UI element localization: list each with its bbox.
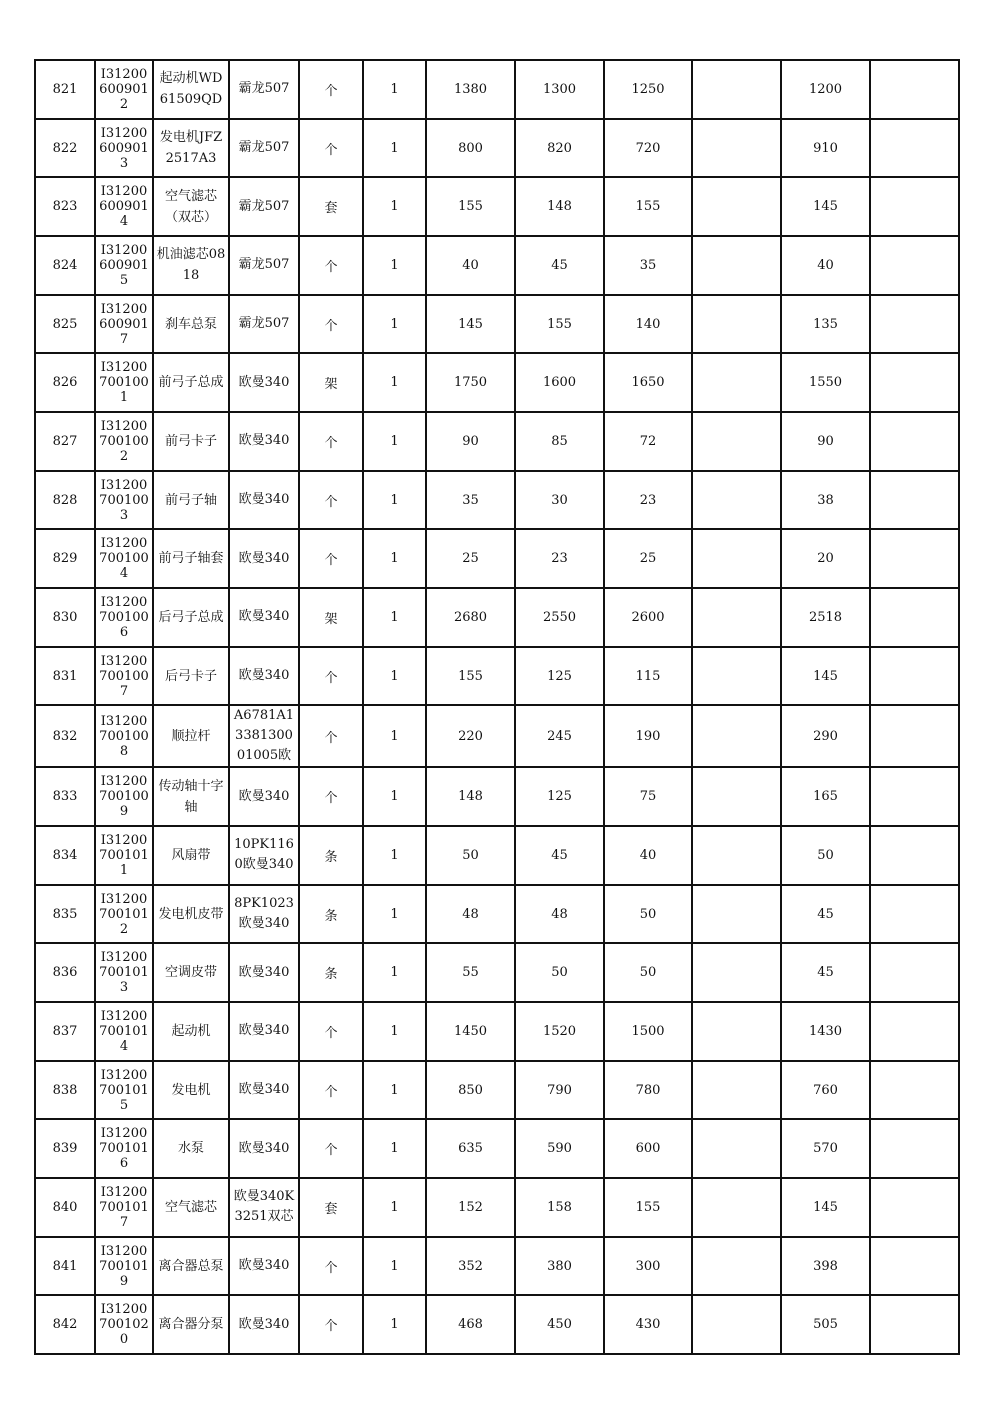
row-number-cell: 836 bbox=[35, 943, 95, 1002]
item-code-cell: I312007001011 bbox=[95, 826, 153, 885]
unit-cell: 条 bbox=[299, 885, 363, 944]
remark-cell bbox=[870, 1061, 959, 1120]
price-2-cell: 48 bbox=[515, 885, 604, 944]
row-number-cell: 823 bbox=[35, 177, 95, 236]
model-cell: 欧曼340 bbox=[229, 1061, 299, 1120]
price-1-cell: 50 bbox=[426, 826, 515, 885]
price-3-cell: 720 bbox=[604, 119, 692, 178]
quantity-cell: 1 bbox=[363, 826, 426, 885]
price-5-cell: 1430 bbox=[781, 1002, 870, 1061]
table-row bbox=[35, 826, 959, 885]
remark-cell bbox=[870, 412, 959, 471]
table-row bbox=[35, 119, 959, 178]
price-3-cell: 600 bbox=[604, 1119, 692, 1178]
price-1-cell: 155 bbox=[426, 177, 515, 236]
row-number-cell: 832 bbox=[35, 705, 95, 767]
price-4-cell bbox=[692, 60, 781, 119]
model-cell: 欧曼340 bbox=[229, 412, 299, 471]
item-name-cell: 刹车总泵 bbox=[153, 295, 229, 354]
unit-cell: 个 bbox=[299, 1119, 363, 1178]
price-1-cell: 145 bbox=[426, 295, 515, 354]
price-2-cell: 1300 bbox=[515, 60, 604, 119]
remark-cell bbox=[870, 60, 959, 119]
price-3-cell: 40 bbox=[604, 826, 692, 885]
item-code-cell: I312007001015 bbox=[95, 1061, 153, 1120]
model-cell: 霸龙507 bbox=[229, 295, 299, 354]
row-number-cell: 835 bbox=[35, 885, 95, 944]
price-1-cell: 148 bbox=[426, 767, 515, 826]
quantity-cell: 1 bbox=[363, 1061, 426, 1120]
model-cell: 霸龙507 bbox=[229, 236, 299, 295]
price-4-cell bbox=[692, 119, 781, 178]
price-2-cell: 23 bbox=[515, 529, 604, 588]
model-cell: A6781A1338130001005欧 bbox=[229, 705, 299, 767]
price-4-cell bbox=[692, 1002, 781, 1061]
table-row bbox=[35, 295, 959, 354]
price-5-cell: 1200 bbox=[781, 60, 870, 119]
table-row bbox=[35, 353, 959, 412]
price-4-cell bbox=[692, 885, 781, 944]
price-2-cell: 1520 bbox=[515, 1002, 604, 1061]
price-3-cell: 780 bbox=[604, 1061, 692, 1120]
model-cell: 欧曼340 bbox=[229, 1237, 299, 1296]
remark-cell bbox=[870, 119, 959, 178]
quantity-cell: 1 bbox=[363, 767, 426, 826]
table-row bbox=[35, 588, 959, 647]
unit-cell: 架 bbox=[299, 353, 363, 412]
price-2-cell: 85 bbox=[515, 412, 604, 471]
price-2-cell: 450 bbox=[515, 1295, 604, 1354]
unit-cell: 个 bbox=[299, 60, 363, 119]
remark-cell bbox=[870, 1119, 959, 1178]
unit-cell: 架 bbox=[299, 588, 363, 647]
remark-cell bbox=[870, 705, 959, 767]
item-code-cell: I312006009012 bbox=[95, 60, 153, 119]
row-number-cell: 821 bbox=[35, 60, 95, 119]
price-3-cell: 75 bbox=[604, 767, 692, 826]
price-1-cell: 2680 bbox=[426, 588, 515, 647]
price-1-cell: 90 bbox=[426, 412, 515, 471]
row-number-cell: 827 bbox=[35, 412, 95, 471]
price-3-cell: 25 bbox=[604, 529, 692, 588]
price-3-cell: 155 bbox=[604, 177, 692, 236]
item-code-cell: I312006009014 bbox=[95, 177, 153, 236]
price-5-cell: 505 bbox=[781, 1295, 870, 1354]
price-4-cell bbox=[692, 943, 781, 1002]
unit-cell: 条 bbox=[299, 826, 363, 885]
quantity-cell: 1 bbox=[363, 1119, 426, 1178]
remark-cell bbox=[870, 177, 959, 236]
item-code-cell: I312007001020 bbox=[95, 1295, 153, 1354]
price-1-cell: 48 bbox=[426, 885, 515, 944]
price-5-cell: 38 bbox=[781, 471, 870, 530]
price-5-cell: 398 bbox=[781, 1237, 870, 1296]
model-cell: 欧曼340 bbox=[229, 529, 299, 588]
unit-cell: 个 bbox=[299, 1061, 363, 1120]
item-name-cell: 机油滤芯0818 bbox=[153, 236, 229, 295]
table-body bbox=[35, 60, 959, 1354]
remark-cell bbox=[870, 1178, 959, 1237]
model-cell: 欧曼340 bbox=[229, 647, 299, 706]
price-4-cell bbox=[692, 236, 781, 295]
price-5-cell: 165 bbox=[781, 767, 870, 826]
row-number-cell: 829 bbox=[35, 529, 95, 588]
quantity-cell: 1 bbox=[363, 295, 426, 354]
price-1-cell: 152 bbox=[426, 1178, 515, 1237]
price-4-cell bbox=[692, 1061, 781, 1120]
table-row bbox=[35, 885, 959, 944]
price-2-cell: 790 bbox=[515, 1061, 604, 1120]
price-2-cell: 590 bbox=[515, 1119, 604, 1178]
price-2-cell: 155 bbox=[515, 295, 604, 354]
table-row bbox=[35, 705, 959, 767]
item-name-cell: 前弓子轴 bbox=[153, 471, 229, 530]
remark-cell bbox=[870, 943, 959, 1002]
remark-cell bbox=[870, 295, 959, 354]
item-code-cell: I312007001009 bbox=[95, 767, 153, 826]
unit-cell: 个 bbox=[299, 767, 363, 826]
price-4-cell bbox=[692, 1237, 781, 1296]
price-3-cell: 72 bbox=[604, 412, 692, 471]
price-1-cell: 1750 bbox=[426, 353, 515, 412]
unit-cell: 套 bbox=[299, 1178, 363, 1237]
model-cell: 欧曼340 bbox=[229, 353, 299, 412]
remark-cell bbox=[870, 1237, 959, 1296]
price-2-cell: 125 bbox=[515, 767, 604, 826]
price-1-cell: 635 bbox=[426, 1119, 515, 1178]
price-4-cell bbox=[692, 1119, 781, 1178]
price-2-cell: 50 bbox=[515, 943, 604, 1002]
item-code-cell: I312007001012 bbox=[95, 885, 153, 944]
table-row bbox=[35, 1061, 959, 1120]
row-number-cell: 838 bbox=[35, 1061, 95, 1120]
price-3-cell: 115 bbox=[604, 647, 692, 706]
price-5-cell: 50 bbox=[781, 826, 870, 885]
item-name-cell: 后弓子总成 bbox=[153, 588, 229, 647]
model-cell: 欧曼340 bbox=[229, 767, 299, 826]
price-1-cell: 1450 bbox=[426, 1002, 515, 1061]
item-name-cell: 离合器分泵 bbox=[153, 1295, 229, 1354]
row-number-cell: 828 bbox=[35, 471, 95, 530]
price-2-cell: 2550 bbox=[515, 588, 604, 647]
quantity-cell: 1 bbox=[363, 588, 426, 647]
unit-cell: 个 bbox=[299, 529, 363, 588]
price-2-cell: 30 bbox=[515, 471, 604, 530]
price-5-cell: 145 bbox=[781, 1178, 870, 1237]
remark-cell bbox=[870, 529, 959, 588]
table-row bbox=[35, 236, 959, 295]
price-2-cell: 820 bbox=[515, 119, 604, 178]
price-1-cell: 155 bbox=[426, 647, 515, 706]
price-3-cell: 1250 bbox=[604, 60, 692, 119]
model-cell: 欧曼340 bbox=[229, 588, 299, 647]
model-cell: 欧曼340 bbox=[229, 471, 299, 530]
item-name-cell: 起动机 bbox=[153, 1002, 229, 1061]
parts-price-table bbox=[34, 59, 960, 1355]
item-name-cell: 前弓子总成 bbox=[153, 353, 229, 412]
item-code-cell: I312007001008 bbox=[95, 705, 153, 767]
price-4-cell bbox=[692, 588, 781, 647]
row-number-cell: 831 bbox=[35, 647, 95, 706]
item-name-cell: 前弓子轴套 bbox=[153, 529, 229, 588]
price-4-cell bbox=[692, 1295, 781, 1354]
item-name-cell: 空气滤芯 bbox=[153, 1178, 229, 1237]
table-row bbox=[35, 177, 959, 236]
price-3-cell: 50 bbox=[604, 885, 692, 944]
model-cell: 8PK1023欧曼340 bbox=[229, 885, 299, 944]
price-5-cell: 145 bbox=[781, 177, 870, 236]
price-1-cell: 1380 bbox=[426, 60, 515, 119]
price-5-cell: 145 bbox=[781, 647, 870, 706]
unit-cell: 个 bbox=[299, 1295, 363, 1354]
unit-cell: 个 bbox=[299, 119, 363, 178]
item-code-cell: I312006009015 bbox=[95, 236, 153, 295]
quantity-cell: 1 bbox=[363, 1178, 426, 1237]
table-row bbox=[35, 1178, 959, 1237]
price-5-cell: 1550 bbox=[781, 353, 870, 412]
table-row bbox=[35, 1002, 959, 1061]
price-5-cell: 570 bbox=[781, 1119, 870, 1178]
row-number-cell: 826 bbox=[35, 353, 95, 412]
row-number-cell: 842 bbox=[35, 1295, 95, 1354]
unit-cell: 套 bbox=[299, 177, 363, 236]
price-2-cell: 380 bbox=[515, 1237, 604, 1296]
quantity-cell: 1 bbox=[363, 943, 426, 1002]
remark-cell bbox=[870, 353, 959, 412]
price-3-cell: 1500 bbox=[604, 1002, 692, 1061]
quantity-cell: 1 bbox=[363, 236, 426, 295]
price-5-cell: 40 bbox=[781, 236, 870, 295]
row-number-cell: 837 bbox=[35, 1002, 95, 1061]
price-3-cell: 190 bbox=[604, 705, 692, 767]
model-cell: 霸龙507 bbox=[229, 177, 299, 236]
price-4-cell bbox=[692, 826, 781, 885]
remark-cell bbox=[870, 588, 959, 647]
price-3-cell: 155 bbox=[604, 1178, 692, 1237]
item-code-cell: I312007001004 bbox=[95, 529, 153, 588]
remark-cell bbox=[870, 236, 959, 295]
item-code-cell: I312007001019 bbox=[95, 1237, 153, 1296]
table-row bbox=[35, 1237, 959, 1296]
price-4-cell bbox=[692, 705, 781, 767]
price-4-cell bbox=[692, 295, 781, 354]
unit-cell: 个 bbox=[299, 1237, 363, 1296]
remark-cell bbox=[870, 471, 959, 530]
unit-cell: 条 bbox=[299, 943, 363, 1002]
quantity-cell: 1 bbox=[363, 885, 426, 944]
unit-cell: 个 bbox=[299, 236, 363, 295]
model-cell: 欧曼340 bbox=[229, 943, 299, 1002]
model-cell: 欧曼340K3251双芯 bbox=[229, 1178, 299, 1237]
price-4-cell bbox=[692, 177, 781, 236]
remark-cell bbox=[870, 1002, 959, 1061]
price-4-cell bbox=[692, 412, 781, 471]
unit-cell: 个 bbox=[299, 471, 363, 530]
quantity-cell: 1 bbox=[363, 471, 426, 530]
price-4-cell bbox=[692, 647, 781, 706]
price-3-cell: 50 bbox=[604, 943, 692, 1002]
item-name-cell: 发电机JFZ2517A3 bbox=[153, 119, 229, 178]
item-name-cell: 水泵 bbox=[153, 1119, 229, 1178]
price-3-cell: 430 bbox=[604, 1295, 692, 1354]
price-1-cell: 468 bbox=[426, 1295, 515, 1354]
model-cell: 欧曼340 bbox=[229, 1002, 299, 1061]
item-name-cell: 发电机 bbox=[153, 1061, 229, 1120]
item-name-cell: 空气滤芯（双芯） bbox=[153, 177, 229, 236]
table-row bbox=[35, 60, 959, 119]
item-code-cell: I312007001014 bbox=[95, 1002, 153, 1061]
item-code-cell: I312007001017 bbox=[95, 1178, 153, 1237]
model-cell: 欧曼340 bbox=[229, 1119, 299, 1178]
price-2-cell: 148 bbox=[515, 177, 604, 236]
item-name-cell: 发电机皮带 bbox=[153, 885, 229, 944]
table-row bbox=[35, 767, 959, 826]
item-code-cell: I312007001013 bbox=[95, 943, 153, 1002]
model-cell: 霸龙507 bbox=[229, 60, 299, 119]
price-4-cell bbox=[692, 471, 781, 530]
price-4-cell bbox=[692, 529, 781, 588]
model-cell: 10PK1160欧曼340 bbox=[229, 826, 299, 885]
item-code-cell: I312007001001 bbox=[95, 353, 153, 412]
item-name-cell: 后弓卡子 bbox=[153, 647, 229, 706]
price-5-cell: 760 bbox=[781, 1061, 870, 1120]
price-5-cell: 135 bbox=[781, 295, 870, 354]
price-5-cell: 2518 bbox=[781, 588, 870, 647]
row-number-cell: 841 bbox=[35, 1237, 95, 1296]
price-2-cell: 245 bbox=[515, 705, 604, 767]
table-row bbox=[35, 943, 959, 1002]
quantity-cell: 1 bbox=[363, 412, 426, 471]
price-5-cell: 45 bbox=[781, 943, 870, 1002]
quantity-cell: 1 bbox=[363, 1295, 426, 1354]
row-number-cell: 833 bbox=[35, 767, 95, 826]
price-1-cell: 352 bbox=[426, 1237, 515, 1296]
quantity-cell: 1 bbox=[363, 529, 426, 588]
remark-cell bbox=[870, 885, 959, 944]
table-row bbox=[35, 471, 959, 530]
table-row bbox=[35, 412, 959, 471]
price-3-cell: 23 bbox=[604, 471, 692, 530]
unit-cell: 个 bbox=[299, 412, 363, 471]
model-cell: 欧曼340 bbox=[229, 1295, 299, 1354]
price-3-cell: 2600 bbox=[604, 588, 692, 647]
item-name-cell: 空调皮带 bbox=[153, 943, 229, 1002]
quantity-cell: 1 bbox=[363, 1002, 426, 1061]
table-row bbox=[35, 1119, 959, 1178]
quantity-cell: 1 bbox=[363, 647, 426, 706]
price-1-cell: 55 bbox=[426, 943, 515, 1002]
price-1-cell: 800 bbox=[426, 119, 515, 178]
item-name-cell: 顺拉杆 bbox=[153, 705, 229, 767]
price-1-cell: 40 bbox=[426, 236, 515, 295]
price-1-cell: 220 bbox=[426, 705, 515, 767]
price-4-cell bbox=[692, 1178, 781, 1237]
quantity-cell: 1 bbox=[363, 60, 426, 119]
row-number-cell: 840 bbox=[35, 1178, 95, 1237]
price-4-cell bbox=[692, 767, 781, 826]
price-3-cell: 300 bbox=[604, 1237, 692, 1296]
price-2-cell: 45 bbox=[515, 826, 604, 885]
price-5-cell: 90 bbox=[781, 412, 870, 471]
quantity-cell: 1 bbox=[363, 1237, 426, 1296]
quantity-cell: 1 bbox=[363, 705, 426, 767]
quantity-cell: 1 bbox=[363, 177, 426, 236]
item-name-cell: 前弓卡子 bbox=[153, 412, 229, 471]
item-code-cell: I312007001006 bbox=[95, 588, 153, 647]
price-5-cell: 20 bbox=[781, 529, 870, 588]
unit-cell: 个 bbox=[299, 705, 363, 767]
price-1-cell: 850 bbox=[426, 1061, 515, 1120]
price-3-cell: 1650 bbox=[604, 353, 692, 412]
item-name-cell: 离合器总泵 bbox=[153, 1237, 229, 1296]
unit-cell: 个 bbox=[299, 295, 363, 354]
item-code-cell: I312006009013 bbox=[95, 119, 153, 178]
item-name-cell: 传动轴十字轴 bbox=[153, 767, 229, 826]
remark-cell bbox=[870, 647, 959, 706]
price-5-cell: 910 bbox=[781, 119, 870, 178]
row-number-cell: 824 bbox=[35, 236, 95, 295]
item-name-cell: 起动机WD61509QD bbox=[153, 60, 229, 119]
row-number-cell: 839 bbox=[35, 1119, 95, 1178]
price-4-cell bbox=[692, 353, 781, 412]
unit-cell: 个 bbox=[299, 1002, 363, 1061]
item-code-cell: I312007001007 bbox=[95, 647, 153, 706]
remark-cell bbox=[870, 767, 959, 826]
price-2-cell: 45 bbox=[515, 236, 604, 295]
price-1-cell: 25 bbox=[426, 529, 515, 588]
table-row bbox=[35, 647, 959, 706]
price-5-cell: 45 bbox=[781, 885, 870, 944]
row-number-cell: 825 bbox=[35, 295, 95, 354]
item-code-cell: I312007001016 bbox=[95, 1119, 153, 1178]
unit-cell: 个 bbox=[299, 647, 363, 706]
item-name-cell: 风扇带 bbox=[153, 826, 229, 885]
price-3-cell: 140 bbox=[604, 295, 692, 354]
item-code-cell: I312006009017 bbox=[95, 295, 153, 354]
table-row bbox=[35, 529, 959, 588]
price-2-cell: 125 bbox=[515, 647, 604, 706]
remark-cell bbox=[870, 826, 959, 885]
table-row bbox=[35, 1295, 959, 1354]
price-3-cell: 35 bbox=[604, 236, 692, 295]
quantity-cell: 1 bbox=[363, 119, 426, 178]
quantity-cell: 1 bbox=[363, 353, 426, 412]
row-number-cell: 830 bbox=[35, 588, 95, 647]
item-code-cell: I312007001002 bbox=[95, 412, 153, 471]
price-2-cell: 158 bbox=[515, 1178, 604, 1237]
price-5-cell: 290 bbox=[781, 705, 870, 767]
row-number-cell: 822 bbox=[35, 119, 95, 178]
remark-cell bbox=[870, 1295, 959, 1354]
price-2-cell: 1600 bbox=[515, 353, 604, 412]
row-number-cell: 834 bbox=[35, 826, 95, 885]
model-cell: 霸龙507 bbox=[229, 119, 299, 178]
price-1-cell: 35 bbox=[426, 471, 515, 530]
item-code-cell: I312007001003 bbox=[95, 471, 153, 530]
